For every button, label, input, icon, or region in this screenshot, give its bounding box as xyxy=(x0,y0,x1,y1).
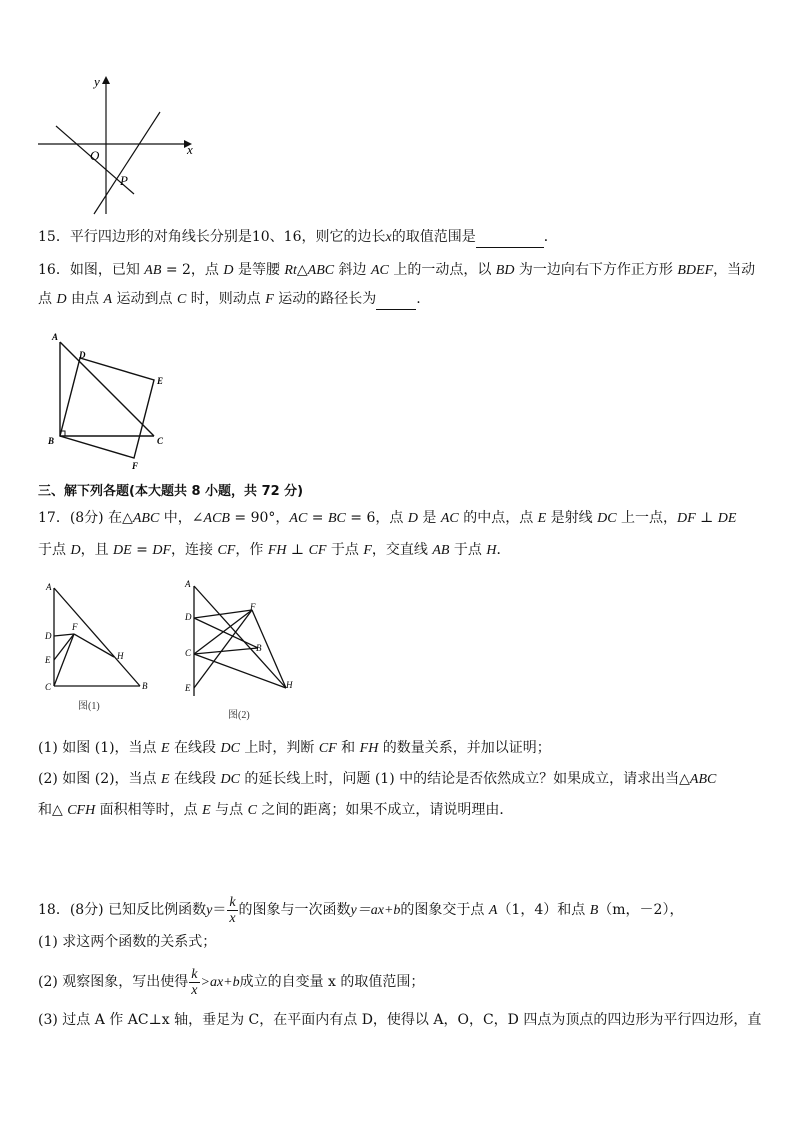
svg-text:E: E xyxy=(157,376,164,386)
question-17-line2: 于点 D，且 DE = DF，连接 CF，作 FH ⊥ CF 于点 F，交直线 AB 于点 H． xyxy=(38,542,511,558)
section-heading: 三、解下列各题(本大题共 8 小题，共 72 分) xyxy=(38,484,304,499)
svg-text:B: B xyxy=(256,643,262,653)
question-17-line1: 17．(8分) 在△ABC 中，∠ACB = 90°，AC = BC = 6，点 D 是 AC 的中点，点 E 是射线 DC 上一点，DF ⊥ DE xyxy=(38,510,737,526)
label-o: O xyxy=(90,148,100,163)
svg-text:A: A xyxy=(52,332,59,342)
svg-text:H: H xyxy=(286,680,293,690)
question-15: 15．平行四边形的对角线长分别是10、16，则它的边长x的取值范围是 ． xyxy=(38,227,558,248)
svg-text:E: E xyxy=(185,683,191,693)
figure-q17-2 xyxy=(180,578,300,724)
svg-text:F: F xyxy=(132,461,139,471)
svg-text:C: C xyxy=(157,436,164,446)
label-y: y xyxy=(94,74,100,89)
question-16-line2: 点 D 由点 A 运动到点 C 时，则动点 F 运动的路径长为 . xyxy=(38,289,421,310)
svg-text:C: C xyxy=(45,682,52,692)
svg-text:A: A xyxy=(185,579,191,589)
svg-text:D: D xyxy=(185,612,192,622)
question-18-sub1: (1) 求这两个函数的关系式； xyxy=(38,934,217,950)
label-p: P xyxy=(120,173,128,188)
question-18-sub2: (2) 观察图象，写出使得 $\frac{k}{x}$ >ax+b成立的自变量 x 的取值范围； xyxy=(38,966,425,998)
fraction-k-over-x-2: $\frac{k}{x}$ xyxy=(191,966,198,998)
answer-blank-q15[interactable] xyxy=(476,232,544,248)
svg-text:图(1): 图(1) xyxy=(78,701,100,712)
question-16-line1: 16．如图，已知 AB = 2，点 D 是等腰 Rt△ABC 斜边 AC 上的一动点，以 BD 为一边向右下方作正方形 BDEF，当动 xyxy=(38,262,756,278)
answer-blank-q16[interactable] xyxy=(376,294,416,310)
svg-text:A: A xyxy=(46,582,52,592)
label-x: x xyxy=(187,142,193,157)
svg-text:F: F xyxy=(72,622,78,632)
figure-q17-1 xyxy=(40,578,160,716)
question-17-sub2-line2: 和△ CFH 面积相等时，点 E 与点 C 之间的距离；如果不成立，请说明理由． xyxy=(38,802,514,818)
svg-text:图(2): 图(2) xyxy=(228,710,250,721)
question-17-sub2-line1: (2) 如图 (2)，当点 E 在线段 DC 的延长线上时，问题 (1) 中的结论是否依然成立？如果成立，请求出当△ABC xyxy=(38,771,717,787)
question-17-sub1: (1) 如图 (1)，当点 E 在线段 DC 上时，判断 CF 和 FH 的数量关系，并加以证明； xyxy=(38,740,551,756)
question-18-sub3: (3) 过点 A 作 AC⊥x 轴，垂足为 C，在平面内有点 D，使得以 A，O，C，D 四点为顶点的四边形为平行四边形，直 xyxy=(38,1012,762,1028)
svg-text:B: B xyxy=(48,436,55,446)
line-2 xyxy=(94,112,160,214)
svg-text:C: C xyxy=(185,648,192,658)
svg-text:B: B xyxy=(142,681,148,691)
figure-q16 xyxy=(44,330,174,472)
svg-text:E: E xyxy=(45,655,51,665)
svg-text:F: F xyxy=(250,602,256,612)
question-18-line1: 18．(8分) 已知反比例函数y＝ $\frac{k}{x}$ 的图象与一次函数y＝ax+b的图象交于点 A（1，4）和点 B（m，－2）， xyxy=(38,894,684,926)
svg-text:D: D xyxy=(45,631,52,641)
q15-number: 15． xyxy=(38,229,70,245)
svg-text:H: H xyxy=(117,651,124,661)
y-axis-arrow xyxy=(102,76,110,84)
svg-text:D: D xyxy=(79,350,86,360)
figure-q14 xyxy=(36,74,200,218)
fraction-k-over-x: $\frac{k}{x}$ xyxy=(229,894,236,926)
